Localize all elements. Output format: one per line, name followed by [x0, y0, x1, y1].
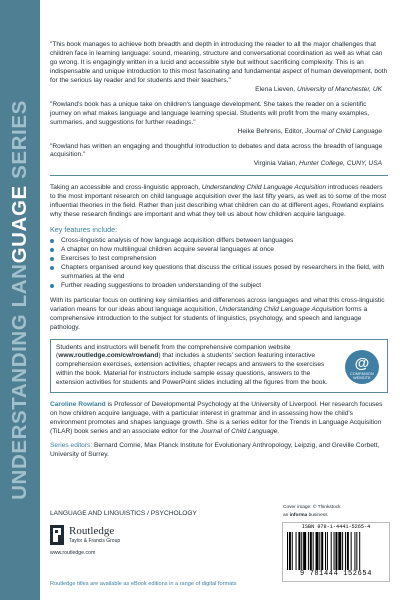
publisher-logo: [50, 523, 200, 557]
bullet-icon: [50, 266, 54, 270]
barcode-bar: [356, 532, 357, 570]
barcode-bar: [335, 532, 337, 570]
barcode-bar: [289, 532, 291, 570]
barcode-bar: [325, 532, 326, 570]
bullet-icon: [50, 257, 54, 261]
barcode-bar: [351, 532, 352, 570]
companion-url[interactable]: www.routledge.com/cw/rowland: [58, 352, 159, 360]
barcode-bar: [354, 532, 355, 570]
list-item: [50, 282, 388, 291]
barcode-bar: [338, 532, 341, 570]
barcode-bar: [347, 532, 349, 570]
quote-attribution: [50, 160, 388, 169]
key-features-list: [50, 237, 388, 291]
list-item-text: Cross-linguistic analysis of how language acquisition differs between languages: [61, 236, 294, 244]
badge-label: COMPANION WEBSITE: [350, 371, 374, 380]
intro-text-start: Taking an accessible and cross-linguistic approach,: [50, 184, 202, 192]
barcode-bar: [327, 532, 328, 570]
quote-author: Virginia Valian,: [253, 160, 300, 168]
bullet-icon: [50, 248, 54, 252]
barcode-bar: [310, 532, 312, 570]
publisher-url[interactable]: www.routledge.com: [50, 550, 96, 556]
barcode-bar: [331, 532, 332, 570]
closing-paragraph: [50, 297, 388, 333]
barcode-bar: [292, 532, 293, 570]
quote-attribution: [50, 128, 388, 137]
series-editors-label: Series editors:: [50, 442, 93, 450]
barcode-bar: [287, 532, 288, 570]
subject-category: LANGUAGE AND LINGUISTICS / PSYCHOLOGY: [50, 510, 197, 517]
author-name: Caroline Rowland: [50, 401, 106, 409]
author-bio-text: is Professor of Developmental Psychology at the University of Liverpool. Her research focuses on how children acquire language, with a particular interest in grammar and in assessing how the child's environment promotes and shapes language growth. She is a series editor for the Trends in Language Acquisition (TiLAR) book series and an associate editor for the: [50, 401, 383, 436]
spine-band: [0, 0, 40, 600]
quote-affiliation: University of Manchester, UK: [296, 85, 382, 93]
endorsement-quote: [50, 143, 388, 170]
quote-affiliation: Journal of Child Language: [305, 127, 382, 135]
barcode-bar: [301, 532, 302, 570]
quote-attribution: [50, 86, 388, 95]
barcode-bar: [359, 532, 360, 570]
list-item: [50, 237, 388, 246]
list-item-text: Chapters organised around key questions that discuss the critical issues posed by researchers in the field, with summaries at the end: [61, 263, 385, 280]
list-item: [50, 264, 388, 282]
imprint-brand: informa: [289, 513, 308, 518]
barcode-bar: [316, 532, 319, 570]
book-title-italic: Understanding Child Language Acquisition: [201, 184, 327, 192]
author-bio-end: .: [277, 428, 280, 436]
intro-text-end: introduces readers to the most important research on child language acquisition over the last fifty years, as well as to some of the most influential theories in the field. Rather than just describing what children can do at different ages, Rowland explains why these research findings are important and what they tell us about how children acquire language.: [50, 184, 387, 219]
series-title-part3: SERIES: [8, 100, 31, 186]
barcode-bar: [303, 532, 306, 570]
barcode-bar: [296, 532, 297, 570]
quote-text: "This book manages to achieve both breadth and depth in introducing the reader to all the major challenges that children face in learning language: sound, meaning, structure and conversational coordination as well as what can go wrong. It is engagingly written in a lucid and accessible style but without sacrificing complexity. This is an indispensable and unique introduction to this most fascinating and fundamental aspect of human development, both for the serious lay reader and for students and their teachers.": [50, 41, 388, 84]
intro-paragraph: [50, 184, 388, 220]
barcode-bar: [334, 532, 335, 570]
isbn-label: ISBN 978-1-4441-5265-4: [301, 524, 371, 530]
closing-text-start: With its particular focus on outlining key similarities and differences across languages and what this cross-linguistic variation means for our ideas about language acquisition,: [50, 296, 385, 313]
list-item-text: A chapter on how multilingual children acquire several languages at once: [61, 245, 274, 253]
series-editors-text: Bernard Comrie, Max Planck Institute for Evolutionary Anthropology, Leipzig, and Greville Corbett, University of Surrey.: [50, 442, 380, 459]
series-title-part1: UNDERSTANDING LAN: [8, 263, 31, 500]
barcode-bars: [287, 532, 385, 570]
companion-text-start: Students and instructors will benefit from the comprehensive companion website (: [56, 343, 291, 360]
companion-website-badge: [345, 350, 379, 384]
book-title-italic: Understanding Child Language Acquisition: [218, 305, 344, 313]
quote-affiliation: Hunter College, CUNY, USA: [299, 160, 382, 168]
routledge-logo-icon: [50, 525, 64, 545]
at-icon: @: [354, 354, 370, 372]
quote-author: Heike Behrens, Editor,: [237, 127, 306, 135]
author-bio: [50, 401, 388, 437]
imprint-pre: an: [283, 513, 290, 518]
journal-title-italic: Journal of Child Language: [200, 428, 278, 436]
list-item: [50, 246, 388, 255]
series-editors: [50, 442, 388, 460]
informa-imprint: [283, 513, 328, 518]
back-cover-content: [50, 41, 388, 465]
list-item-text: Further reading suggestions to broaden understanding of the subject: [61, 281, 262, 289]
key-features-heading: Key features include:: [50, 225, 118, 235]
barcode-number: 9 781444 152654: [299, 570, 372, 578]
bullet-icon: [50, 284, 54, 288]
barcode-bar: [319, 532, 320, 570]
divider: [50, 175, 388, 176]
quote-author: Elena Lieven,: [255, 85, 297, 93]
barcode-bar: [313, 532, 314, 570]
barcode-bar: [342, 532, 343, 570]
barcode-bar: [298, 532, 300, 570]
publisher-name: Routledge: [69, 525, 115, 537]
ebook-note: Routledge titles are available as eBook editions in a range of digital formats: [50, 581, 237, 587]
publisher-group: Taylor & Francis Group: [69, 538, 121, 544]
imprint-post: business: [307, 513, 328, 518]
isbn-barcode: [282, 522, 390, 582]
barcode-bar: [321, 532, 323, 570]
closing-text-end: forms a comprehensive introduction to the subject for students of linguistics, psychology, and speech and language pathology.: [50, 305, 368, 331]
quote-text: "Rowland's book has a unique take on children's language development. She takes the reader on a scientific journey on what makes language and language learning special. Students will profit from the many examples, summaries, and suggestions for further readings.": [50, 100, 370, 126]
companion-text-end: ) that includes a students' section featuring interactive comprehension exercises, extension activities, chapter recaps and answers to the exercises within the book. Material for instructors include sample essay questions, answers to the extension activities for students and PowerPoint slides including all the figures from the book.: [56, 352, 328, 387]
series-title-vertical: [8, 100, 32, 500]
series-title-highlight: GUAGE: [8, 185, 31, 264]
quote-text: "Rowland has written an engaging and thoughtful introduction to debates and data across the breadth of language acquisition.": [50, 142, 383, 159]
cover-image-credit: Cover image: © Thinkstock: [283, 505, 341, 510]
bullet-icon: [50, 239, 54, 243]
barcode-bar: [308, 532, 309, 570]
endorsement-quote: [50, 41, 388, 95]
endorsement-quote: [50, 101, 388, 137]
barcode-bar: [345, 532, 346, 570]
list-item: [50, 255, 388, 264]
companion-website-box: [50, 339, 388, 394]
list-item-text: Exercises to test comprehension: [61, 254, 157, 262]
